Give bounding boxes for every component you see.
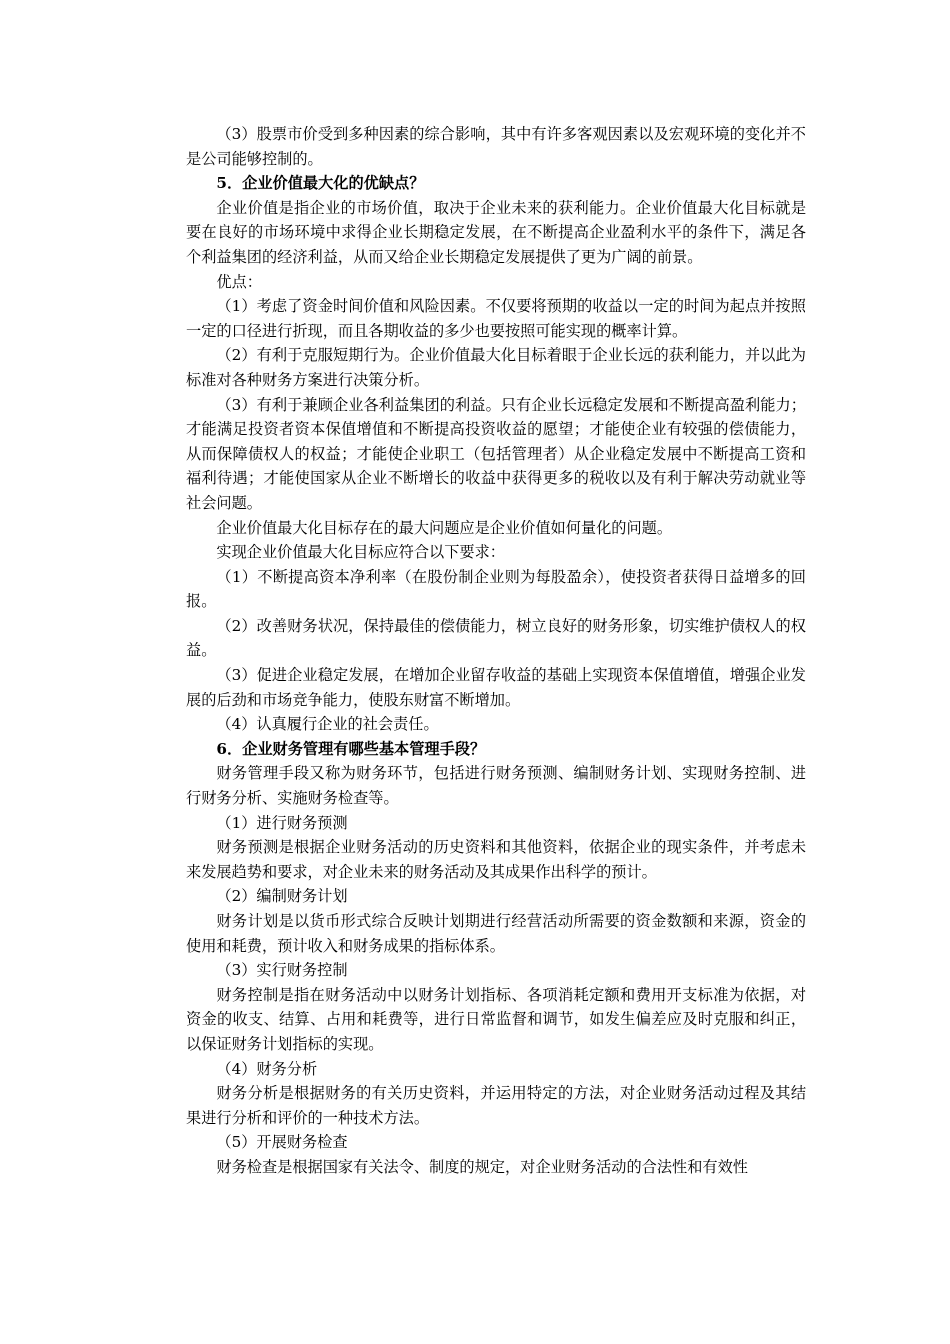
- section-heading: 6．企业财务管理有哪些基本管理手段？: [216, 739, 486, 758]
- document-page: [186, 122, 806, 1180]
- body-paragraph: 财务预测是根据企业财务活动的历史资料和其他资料，依据企业的现实条件，并考虑未来发展趋势和要求，对企业未来的财务活动及其成果作出科学的预计。: [186, 838, 806, 881]
- body-paragraph: （2）有利于克服短期行为。企业价值最大化目标着眼于企业长远的获利能力，并以此为标准对各种财务方案进行决策分析。: [186, 346, 806, 389]
- body-paragraph: 企业价值是指企业的市场价值，取决于企业未来的获利能力。企业价值最大化目标就是要在良好的市场环境中求得企业长期稳定发展，在不断提高企业盈利水平的条件下，满足各个利益集团的经济利益，从而又给企业长期稳定发展提供了更为广阔的前景。: [186, 198, 806, 266]
- body-paragraph: 财务控制是指在财务活动中以财务计划指标、各项消耗定额和费用开支标准为依据，对资金的收支、结算、占用和耗费等，进行日常监督和调节，如发生偏差应及时克服和纠正，以保证财务计划指标的实现。: [186, 985, 806, 1053]
- body-paragraph: （2）编制财务计划: [216, 887, 348, 906]
- body-paragraph: 实现企业价值最大化目标应符合以下要求：: [216, 543, 505, 562]
- section-heading: 5．企业价值最大化的优缺点？: [216, 174, 425, 193]
- body-paragraph: 优点：: [216, 272, 262, 291]
- body-paragraph: （4）财务分析: [216, 1059, 318, 1078]
- body-paragraph: 财务分析是根据财务的有关历史资料，并运用特定的方法，对企业财务活动过程及其结果进行分析和评价的一种技术方法。: [186, 1084, 806, 1127]
- body-paragraph: （3）有利于兼顾企业各利益集团的利益。只有企业长远稳定发展和不断提高盈利能力；才能满足投资者资本保值增值和不断提高投资收益的愿望；才能使企业有较强的偿债能力，从而保障债权人的权益；才能使企业职工（包括管理者）从企业稳定发展中不断提高工资和福利待遇；才能使国家从企业不断增长的收益中获得更多的税收以及有利于解决劳动就业等社会问题。: [186, 395, 806, 512]
- body-paragraph: （4）认真履行企业的社会责任。: [216, 715, 439, 734]
- body-paragraph: （1）不断提高资本净利率（在股份制企业则为每股盈余），使投资者获得日益增多的回报。: [186, 567, 806, 611]
- body-paragraph: （2）改善财务状况，保持最佳的偿债能力，树立良好的财务形象，切实维护债权人的权益。: [186, 616, 806, 660]
- body-paragraph: （3）股票市价受到多种因素的综合影响，其中有许多客观因素以及宏观环境的变化并不是公司能够控制的。: [186, 125, 806, 168]
- body-paragraph: 财务检查是根据国家有关法令、制度的规定，对企业财务活动的合法性和有效性: [216, 1157, 748, 1176]
- body-paragraph: （1）进行财务预测: [216, 813, 348, 832]
- body-paragraph: （3）促进企业稳定发展，在增加企业留存收益的基础上实现资本保值增值，增强企业发展的后劲和市场竞争能力，使股东财富不断增加。: [186, 666, 806, 709]
- body-paragraph: （5）开展财务检查: [216, 1133, 348, 1152]
- body-paragraph: 财务计划是以货币形式综合反映计划期进行经营活动所需要的资金数额和来源，资金的使用和耗费，预计收入和财务成果的指标体系。: [186, 912, 806, 955]
- body-paragraph: 企业价值最大化目标存在的最大问题应是企业价值如何量化的问题。: [216, 518, 673, 537]
- body-paragraph: （3）实行财务控制: [216, 961, 348, 980]
- body-paragraph: 财务管理手段又称为财务环节，包括进行财务预测、编制财务计划、实现财务控制、进行财务分析、实施财务检查等。: [186, 764, 806, 808]
- body-paragraph: （1）考虑了资金时间价值和风险因素。不仅要将预期的收益以一定的时间为起点并按照一定的口径进行折现，而且各期收益的多少也要按照可能实现的概率计算。: [186, 297, 806, 340]
